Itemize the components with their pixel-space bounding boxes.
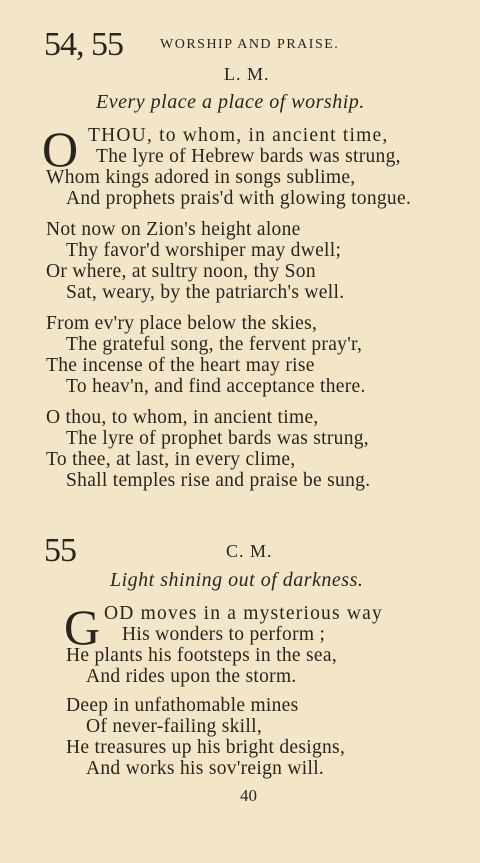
hymn-55-meter: C. M.	[226, 541, 273, 561]
hymn-numbers: 54, 55	[44, 26, 123, 63]
hymn-55-number: 55	[44, 532, 76, 569]
hymn-54-line: Sat, weary, by the patriarch's well.	[66, 282, 345, 303]
hymn-54-line: THOU, to whom, in ancient time,	[88, 125, 389, 146]
running-title: WORSHIP AND PRAISE.	[160, 37, 340, 52]
hymn-54-line: Whom kings adored in songs sublime,	[46, 167, 356, 188]
hymn-55-line: He plants his footsteps in the sea,	[66, 645, 337, 666]
hymn-55-line: His wonders to perform ;	[122, 624, 326, 645]
hymn-54-drop-cap: O	[42, 121, 79, 177]
hymn-54-line: Or where, at sultry noon, thy Son	[46, 261, 316, 282]
hymn-54-line: Thy favor'd worshiper may dwell;	[66, 240, 342, 261]
page-number: 40	[240, 786, 257, 805]
hymn-55-drop-cap: G	[64, 599, 101, 655]
hymn-54-line: Shall temples rise and praise be sung.	[66, 470, 371, 491]
hymn-54-line: The lyre of Hebrew bards was strung,	[96, 146, 401, 167]
hymn-54-line: The incense of the heart may rise	[46, 355, 315, 376]
hymn-54-meter: L. M.	[224, 64, 270, 84]
hymn-55-line: Deep in unfathomable mines	[66, 695, 299, 716]
hymn-55-line: He treasures up his bright designs,	[66, 737, 346, 758]
hymn-54-line: And prophets prais'd with glowing tongue.	[66, 188, 412, 209]
hymn-54-line: The grateful song, the fervent pray'r,	[66, 334, 363, 355]
hymn-55-line: And works his sov'reign will.	[86, 758, 325, 779]
hymn-55-subtitle: Light shining out of darkness.	[110, 569, 364, 591]
hymn-54-line: O thou, to whom, in ancient time,	[46, 407, 319, 428]
hymn-54-subtitle: Every place a place of worship.	[96, 91, 365, 113]
hymn-55-line: Of never-failing skill,	[86, 716, 263, 737]
hymn-54-line: The lyre of prophet bards was strung,	[66, 428, 369, 449]
hymn-55-line: OD moves in a mysterious way	[104, 603, 383, 624]
hymn-54-line: To heav'n, and find acceptance there.	[66, 376, 366, 397]
hymn-54-line: To thee, at last, in every clime,	[46, 449, 296, 470]
hymn-55-line: And rides upon the storm.	[86, 666, 297, 687]
hymn-54-line: From ev'ry place below the skies,	[46, 313, 318, 334]
hymn-54-line: Not now on Zion's height alone	[46, 219, 301, 240]
